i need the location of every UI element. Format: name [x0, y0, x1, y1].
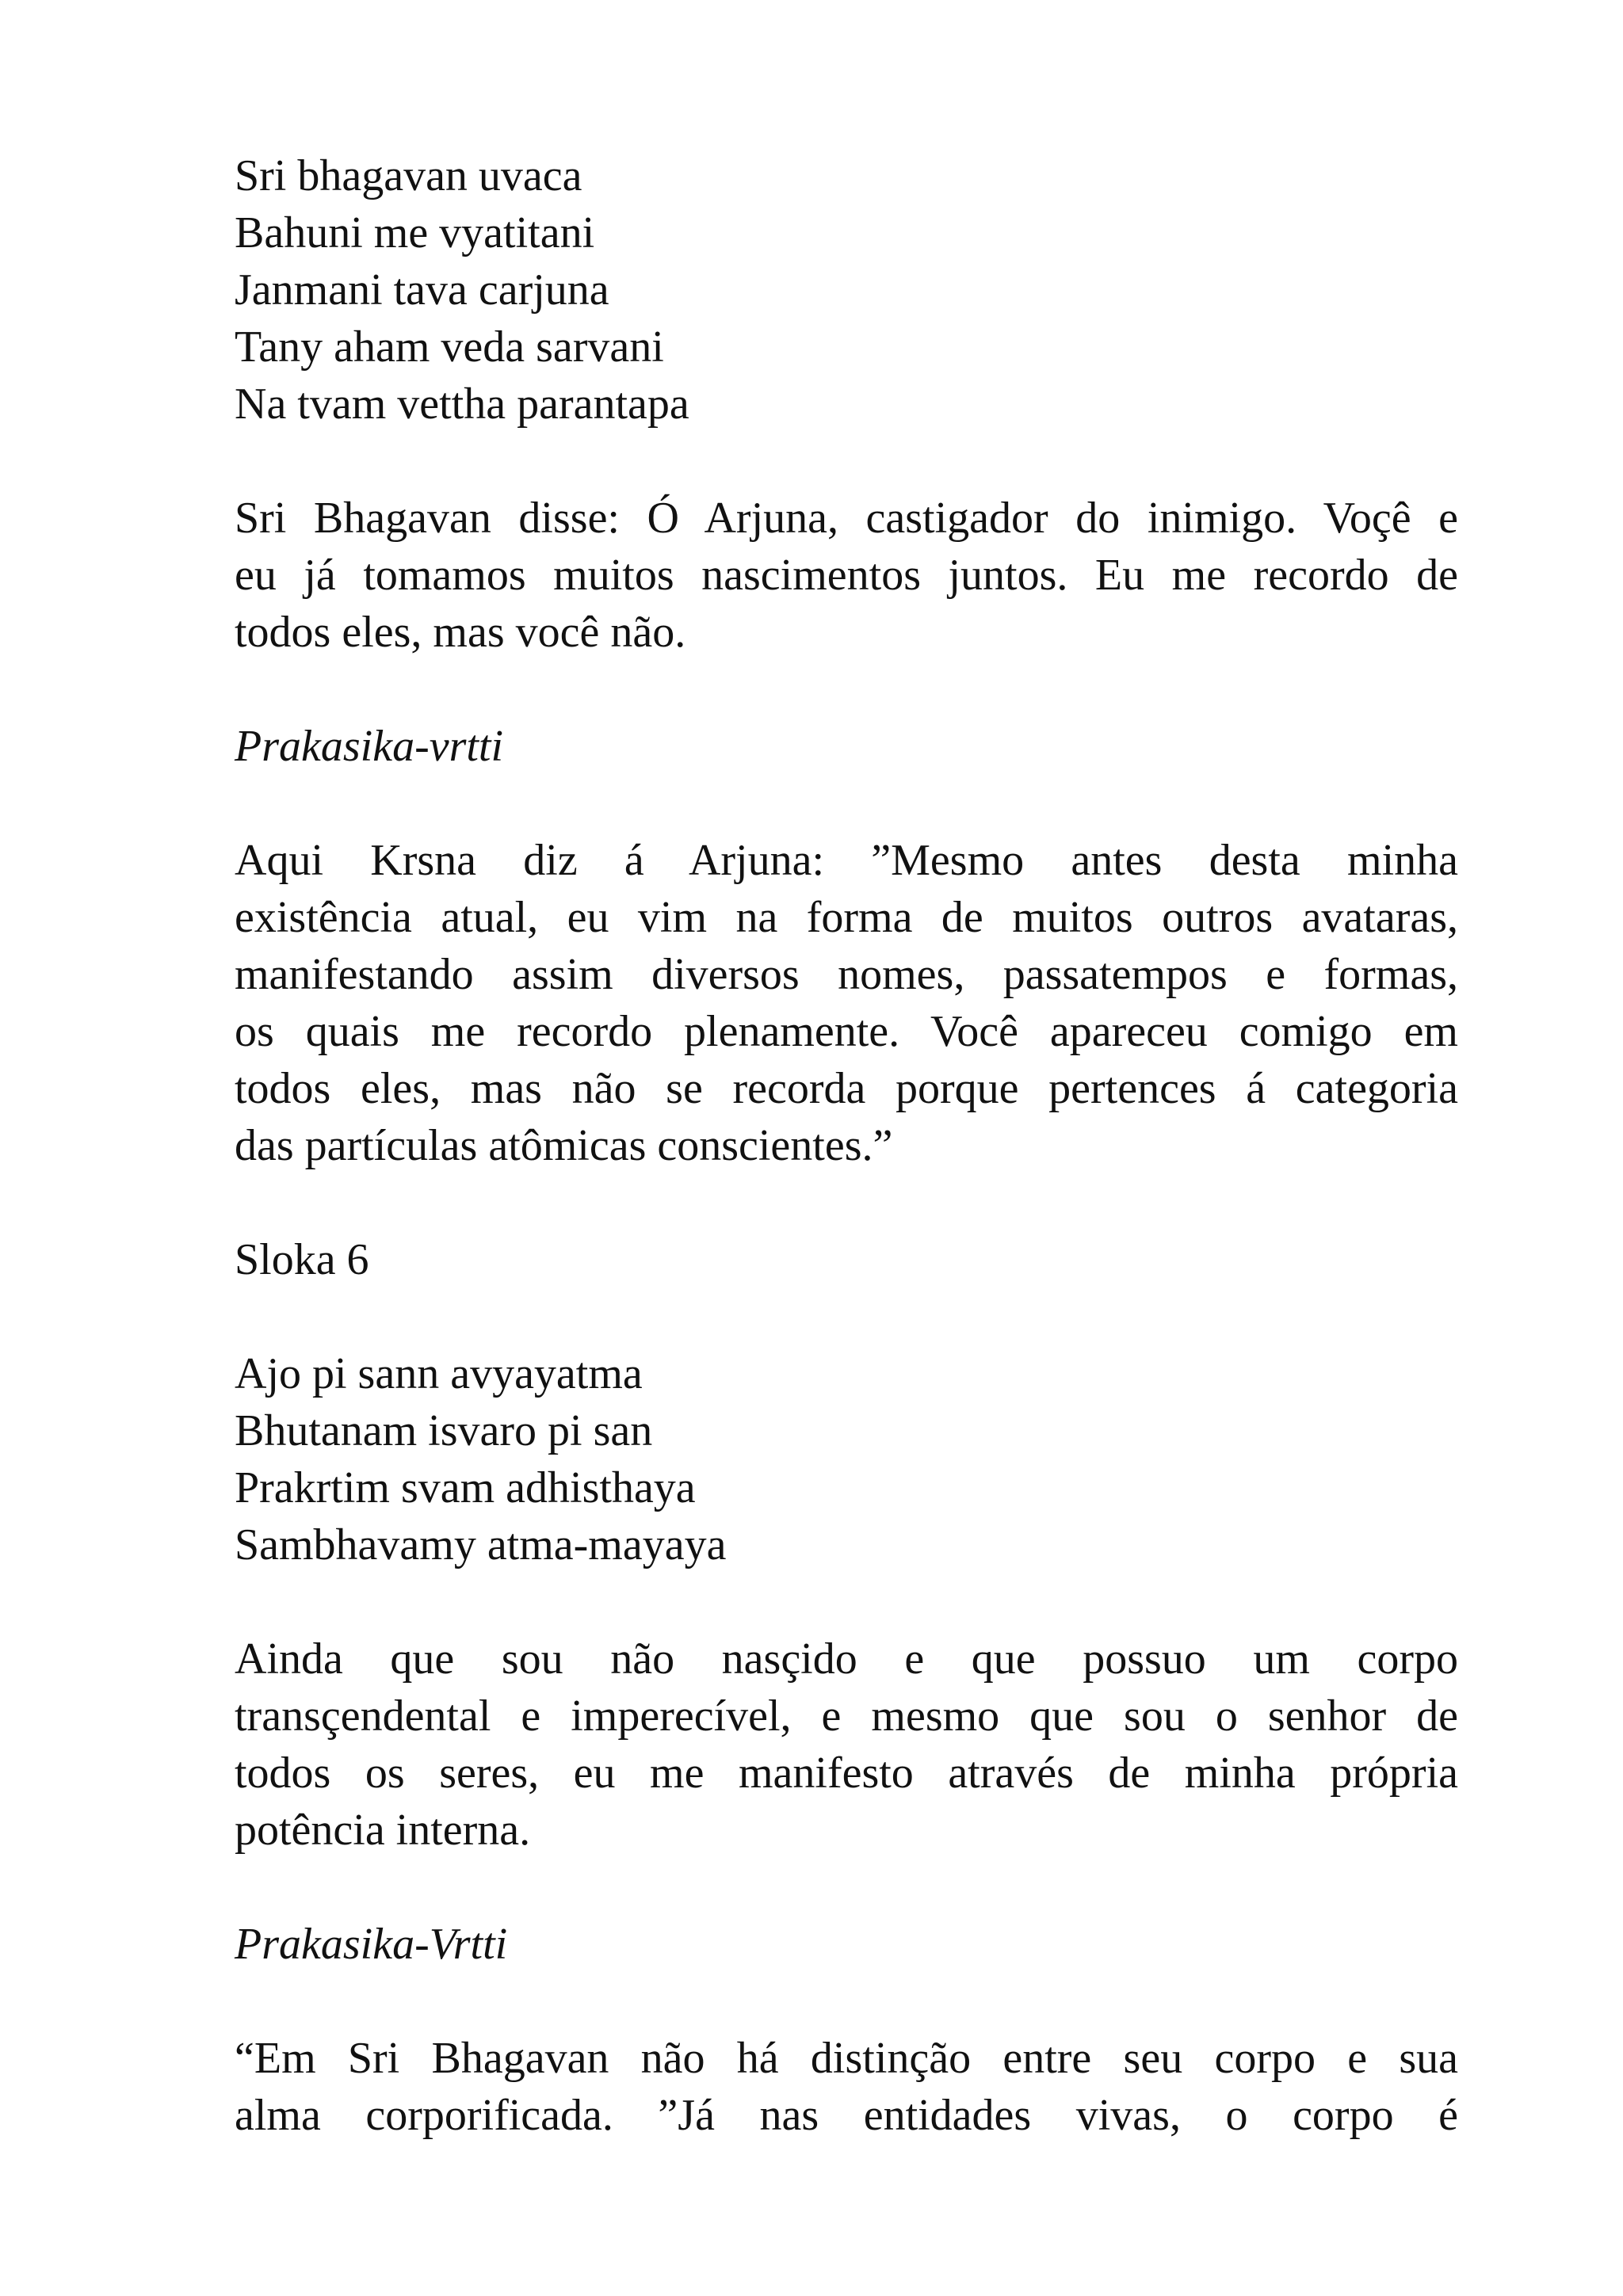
verse-6	[235, 1345, 1458, 1573]
paragraph-line: transçendental e imperecível, e mesmo que sou o senhor de	[235, 1691, 1458, 1741]
verse-line: Sri bhagavan uvaca	[235, 151, 582, 200]
paragraph-line: eu já tomamos muitos nascimentos juntos. Eu me recordo de	[235, 551, 1458, 600]
verse-line: Ajo pi sann avyayatma	[235, 1349, 643, 1398]
paragraph-line: alma corporificada. ”Já nas entidades vivas, o corpo é	[235, 2091, 1458, 2140]
paragraph-line: todos os seres, eu me manifesto através de minha própria	[235, 1749, 1458, 1798]
verse-line: Prakrtim svam adhisthaya	[235, 1463, 696, 1512]
sloka-6-heading-block	[235, 1231, 1458, 1288]
commentary-6-heading-block	[235, 1916, 1458, 1973]
sloka-heading: Sloka 6	[235, 1235, 369, 1284]
verse-line: Na tvam vettha parantapa	[235, 379, 689, 429]
paragraph-line: Sri Bhagavan disse: Ó Arjuna, castigador do inimigo. Voçê e	[235, 494, 1458, 543]
section-heading: Prakasika-Vrtti	[235, 1920, 508, 1969]
paragraph-line: Aqui Krsna diz á Arjuna: ”Mesmo antes desta minha	[235, 836, 1458, 885]
commentary-5-heading-block	[235, 718, 1458, 775]
paragraph-line: “Em Sri Bhagavan não há distinção entre seu corpo e sua	[235, 2034, 1458, 2083]
commentary-5	[235, 832, 1458, 1174]
verse-line: Bhutanam isvaro pi san	[235, 1406, 653, 1455]
verse-line: Tany aham veda sarvani	[235, 322, 664, 372]
paragraph-line: das partículas atômicas conscientes.”	[235, 1121, 893, 1170]
paragraph-line: manifestando assim diversos nomes, passatempos e formas,	[235, 950, 1458, 999]
commentary-6	[235, 2030, 1458, 2144]
document-page	[235, 147, 1458, 2144]
verse-5	[235, 147, 1458, 433]
translation-5	[235, 490, 1458, 661]
verse-line: Bahuni me vyatitani	[235, 208, 595, 257]
translation-6	[235, 1630, 1458, 1859]
paragraph-line: existência atual, eu vim na forma de muitos outros avataras,	[235, 893, 1458, 942]
paragraph-line: os quais me recordo plenamente. Você apareceu comigo em	[235, 1007, 1458, 1056]
verse-line: Sambhavamy atma-mayaya	[235, 1520, 727, 1569]
paragraph-line: potência interna.	[235, 1806, 531, 1855]
section-heading: Prakasika-vrtti	[235, 722, 504, 771]
paragraph-line: todos eles, mas não se recorda porque pertences á categoria	[235, 1064, 1458, 1113]
paragraph-line: todos eles, mas você não.	[235, 608, 686, 657]
verse-line: Janmani tava carjuna	[235, 265, 609, 315]
paragraph-line: Ainda que sou não nasçido e que possuo um corpo	[235, 1634, 1458, 1684]
